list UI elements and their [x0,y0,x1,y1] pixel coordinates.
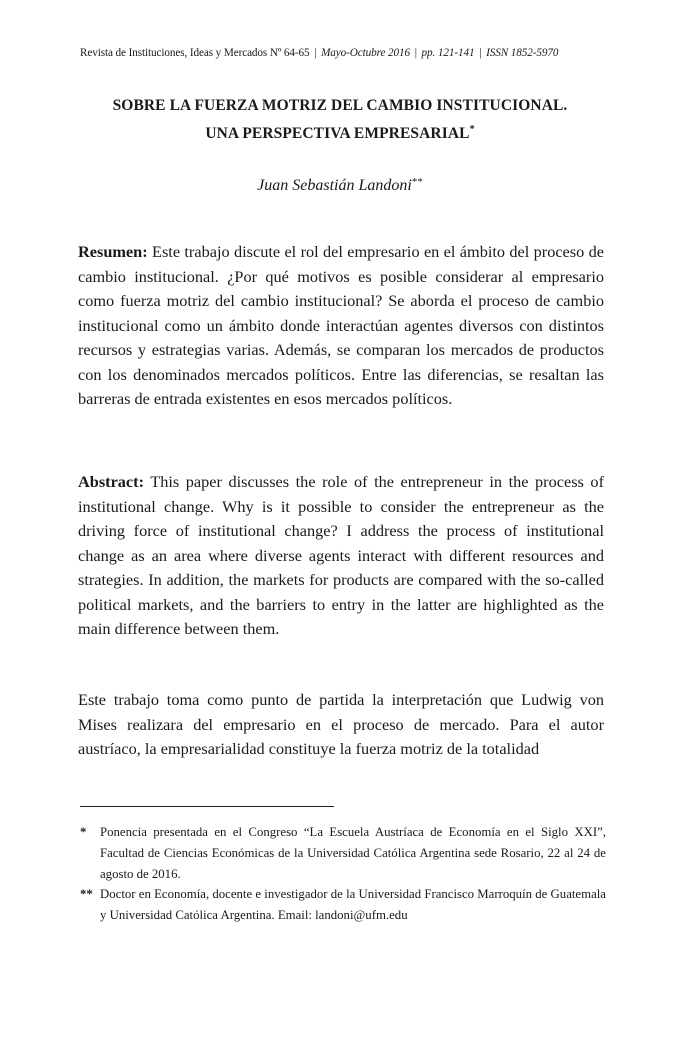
running-head [80,47,606,59]
title-text: SOBRE LA FUERZA MOTRIZ DEL CAMBIO INSTITUCIONAL. [112,97,568,114]
separator: | [479,47,482,59]
issn: ISSN 1852-5970 [486,47,559,59]
resumen-text: Este trabajo discute el rol del empresario en el ámbito del proceso de cambio institucional. ¿Por qué motivos es posible considerar al empresario como fuerza motriz del cambio institucional? Se aborda el proceso de cambio institucional como un ámbito donde interactúan agentes diversos con distintos recursos y estrategias varias. Además, se comparan los mercados de productos con los denominados mercados políticos. Entre las diferencias, se resaltan las barreras de entrada existentes en esos mercados políticos. [78,242,604,408]
resumen-paragraph [78,240,604,412]
abstract-text: This paper discusses the role of the entrepreneur in the process of institutional change. Why is it possible to consider the entrepreneur as the driving force of institutional change? I address the process of institutional change as an area where diverse agents interact with different resources and strategies. In addition, the markets for products are compared with the so-called political markets, and the barriers to entry in the latter are highlighted as the main difference between them. [78,472,604,638]
footnote [80,884,606,926]
issue-date: Mayo-Octubre 2016 [321,47,410,59]
footnote-divider [80,806,334,807]
footnote [80,822,606,885]
author-name: Juan Sebastián Landoni [257,177,412,194]
footnote-text: Doctor en Economía, docente e investigador de la Universidad Francisco Marroquín de Guatemala y Universidad Católica Argentina. Email: landoni@ufm.edu [100,887,606,922]
abstract-paragraph [78,470,604,642]
separator: | [414,47,417,59]
author-footnote-mark[interactable]: ** [411,176,423,188]
abstract-label: Abstract: [78,472,145,491]
title-footnote-mark[interactable]: * [469,124,475,135]
body-text: Este trabajo toma como punto de partida la interpretación que Ludwig von Mises realizara del empresario en el proceso de mercado. Para el autor austríaco, la empresarialidad constituye la fuerza motriz de la totalidad [78,690,604,758]
footnote-mark: ** [80,887,93,901]
page-range: pp. 121-141 [421,47,475,59]
separator: | [314,47,317,59]
article-title-line-1 [60,94,620,118]
title-text: UNA PERSPECTIVA EMPRESARIAL [205,125,470,142]
article-title-line-2 [60,118,620,146]
author-byline [60,171,620,197]
footnote-text: Ponencia presentada en el Congreso “La Escuela Austríaca de Economía en el Siglo XXI”, Facultad de Ciencias Económicas de la Universidad Católica Argentina sede Rosario, 22 al 24 de agosto de 2016. [100,825,606,881]
journal-name: Revista de Instituciones, Ideas y Mercados Nº 64-65 [80,47,310,59]
resumen-label: Resumen: [78,242,148,261]
body-paragraph [78,688,604,762]
footnote-mark: * [80,825,87,839]
